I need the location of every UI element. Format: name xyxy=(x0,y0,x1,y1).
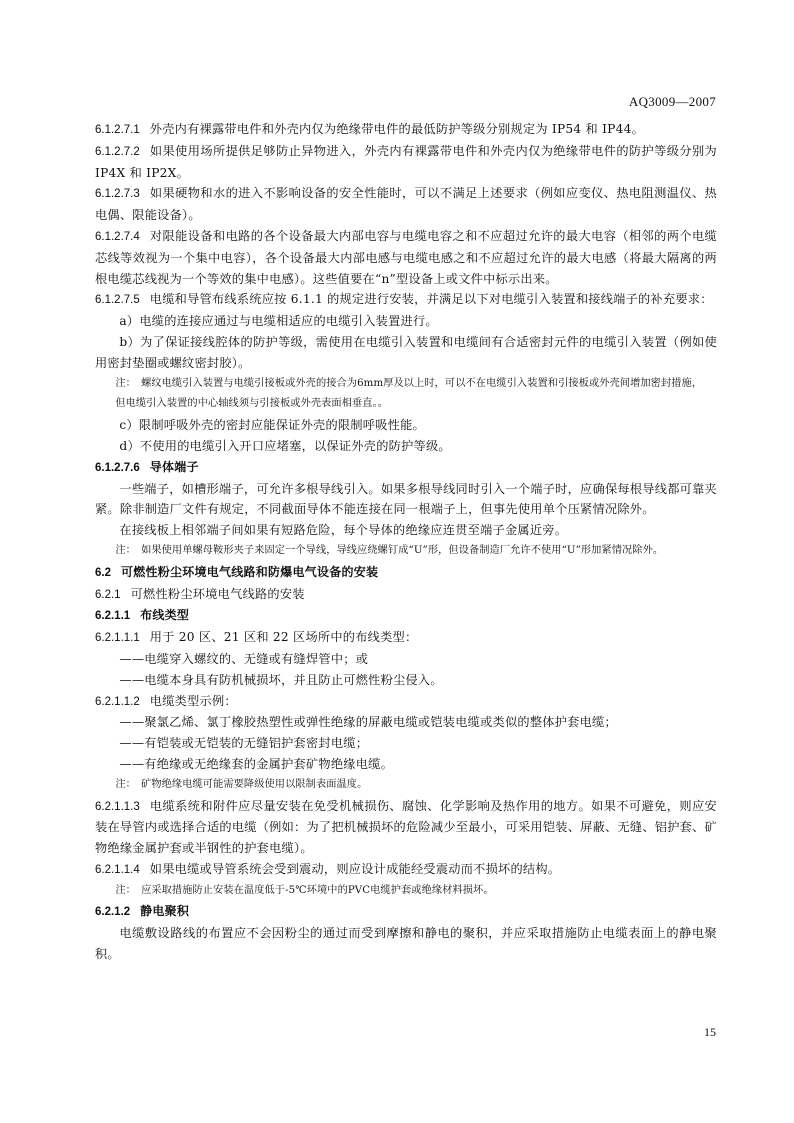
dash-item: ——电缆穿入螺纹的、无缝或有缝焊管中；或 xyxy=(119,651,369,666)
note-text: 应采取措施防止安装在温度低于-5℃环境中的PVC电缆护套或绝缘材料损坏。 xyxy=(141,884,494,896)
clause-6-1-2-7-3 xyxy=(95,183,717,226)
paragraph-short-circuit: 在接线板上相邻端子间如果有短路危险，每个导体的绝缘应连贯至端子金属近旁。 xyxy=(119,523,568,538)
dash-item: ——有绝缘或无绝缘套的金属护套矿物绝缘电缆。 xyxy=(119,756,394,771)
note-label: 注： xyxy=(115,778,136,790)
note-saddle-clamp xyxy=(95,541,717,562)
heading-6-2-1 xyxy=(95,584,717,606)
heading-title: 可燃性粉尘环境电气线路的安装 xyxy=(130,586,305,601)
clause-text: 如果电缆或导管系统会受到震动，则应设计成能经受震动而不损坏的结构。 xyxy=(149,861,561,876)
note-label: 注： xyxy=(115,884,136,896)
page-number: 15 xyxy=(704,1025,716,1039)
heading-6-1-2-7-6 xyxy=(95,457,717,479)
clause-number: 6.1.2.7.5 xyxy=(95,294,140,307)
clause-text: 用于 20 区、21 区和 22 区场所中的布线类型： xyxy=(149,630,418,645)
heading-title: 可燃性粉尘环境电气线路和防爆电气设备的安装 xyxy=(121,564,379,579)
note-text: 矿物绝缘电缆可能需要降级使用以限制表面温度。 xyxy=(141,778,368,790)
note-cable-entry xyxy=(95,374,717,416)
clause-6-1-2-7-5 xyxy=(95,289,717,311)
list-item-c: c）限制呼吸外壳的密封应能保证外壳的限制呼吸性能。 xyxy=(119,418,425,433)
note-label: 注： xyxy=(115,377,136,389)
heading-title: 导体端子 xyxy=(149,459,199,474)
clause-number: 6.2.1.1.1 xyxy=(95,632,140,645)
list-item-d: d）不使用的电缆引入开口应堵塞，以保证外壳的防护等级。 xyxy=(119,438,451,453)
list-item-b: b）为了保证接线腔体的防护等级，需使用在电缆引入装置和电缆间有合适密封元件的电缆引入装置（例如使用密封垫圈或螺纹密封胶）。 xyxy=(95,334,717,370)
clause-number: 6.2.1 xyxy=(95,588,121,601)
clause-number: 6.1.2.7.4 xyxy=(95,230,140,243)
clause-number: 6.1.2.7.1 xyxy=(95,124,140,136)
clause-number: 6.2.1.1.4 xyxy=(95,863,140,876)
paragraph-static: 电缆敷设路线的布置应不会因粉尘的通过而受到摩擦和静电的聚积，并应采取措施防止电缆表面上的静电聚积。 xyxy=(95,926,717,962)
heading-6-2 xyxy=(95,562,717,584)
clause-6-2-1-1-2 xyxy=(95,691,717,713)
clause-6-1-2-7-2 xyxy=(95,141,717,184)
document-code-header: AQ3009—2007 xyxy=(628,94,716,109)
clause-text: 电缆类型示例： xyxy=(149,693,237,708)
note-pvc-temperature xyxy=(95,881,717,902)
dash-item: ——有铠装或无铠装的无缝铝护套密封电缆； xyxy=(119,736,369,751)
clause-text: 对限能设备和电路的各个设备最大内部电容与电缆电容之和不应超过允许的最大电容（相邻的两个电缆芯线等效视为一个集中电容），各个设备最大内部电感与电缆电感之和不应超过允许的最大电感（将最大隔离的两根电缆芯线视为一个等效的集中电感）。这些值要在“n”型设备上或文件中标示出来。 xyxy=(95,228,717,286)
clause-6-1-2-7-1 xyxy=(95,119,717,141)
clause-text: 电缆和导管布线系统应按 6.1.1 的规定进行安装，并满足以下对电缆引入装置和接线端子的补充要求： xyxy=(149,292,713,307)
clause-number: 6.1.2.7.2 xyxy=(95,145,140,158)
page-body xyxy=(95,119,717,965)
clause-6-2-1-1-4 xyxy=(95,859,717,881)
clause-number: 6.1.2.7.6 xyxy=(95,461,140,474)
clause-number: 6.2.1.1.3 xyxy=(95,800,140,813)
list-item-a: a）电缆的连接应通过与电缆相适应的电缆引入装置进行。 xyxy=(119,314,438,329)
dash-item: ——聚氯乙烯、氯丁橡胶热塑性或弹性绝缘的屏蔽电缆或铠装电缆或类似的整体护套电缆； xyxy=(119,715,617,730)
clause-number: 6.2.1.2 xyxy=(95,906,131,919)
clause-number: 6.2 xyxy=(95,566,111,579)
clause-text: 如果硬物和水的进入不影响设备的安全性能时，可以不满足上述要求（例如应变仪、热电阻测温仪、热电偶、限能设备）。 xyxy=(95,186,717,223)
paragraph-terminals: 一些端子，如槽形端子，可允许多根导线引入。如果多根导线同时引入一个端子时，应确保每根导线都可靠夹紧。除非制造厂文件有规定，不同截面导体不能连接在同一根端子上，但事先使用单个压紧情况除外。 xyxy=(95,481,717,517)
clause-text: 电缆系统和附件应尽量安装在免受机械损伤、腐蚀、化学影响及热作用的地方。如果不可避免，则应安装在导管内或选择合适的电缆（例如：为了把机械损坏的危险减少至最小，可采用铠装、屏蔽、无缝、铝护套、矿物绝缘金属护套或半钢性的护套电缆）。 xyxy=(95,798,717,856)
note-text: 螺纹电缆引入装置与电缆引接板或外壳的接合为6mm厚及以上时，可以不在电缆引入装置和引接板或外壳间增加密封措施，但电缆引入装置的中心轴线须与引接板或外壳表面相垂直。。 xyxy=(115,377,703,410)
heading-title: 布线类型 xyxy=(140,608,190,623)
heading-6-2-1-2 xyxy=(95,901,717,923)
note-mineral-cable xyxy=(95,775,717,796)
clause-text: 如果使用场所提供足够防止异物进入，外壳内有裸露带电件和外壳内仅为绝缘带电件的防护等级分别为 IP4X 和 IP2X。 xyxy=(95,143,717,180)
heading-title: 静电聚积 xyxy=(140,904,190,919)
clause-number: 6.2.1.1.2 xyxy=(95,695,140,708)
clause-number: 6.2.1.1 xyxy=(95,610,131,623)
clause-text: 外壳内有裸露带电件和外壳内仅为绝缘带电件的最低防护等级分别规定为 IP54 和 IP44。 xyxy=(149,122,645,136)
clause-number: 6.1.2.7.3 xyxy=(95,188,140,201)
clause-6-2-1-1-1 xyxy=(95,627,717,649)
clause-6-1-2-7-4 xyxy=(95,226,717,289)
clause-6-2-1-1-3 xyxy=(95,796,717,859)
note-label: 注： xyxy=(115,544,136,556)
dash-item: ——电缆本身具有防机械损坏，并且防止可燃性粉尘侵入。 xyxy=(119,672,443,687)
note-text: 如果使用单螺母鞍形夹子来固定一个导线，导线应绕螺钉成“U”形，但设备制造厂允许不使用“U”形加紧情况除外。 xyxy=(141,544,664,556)
heading-6-2-1-1 xyxy=(95,605,717,627)
